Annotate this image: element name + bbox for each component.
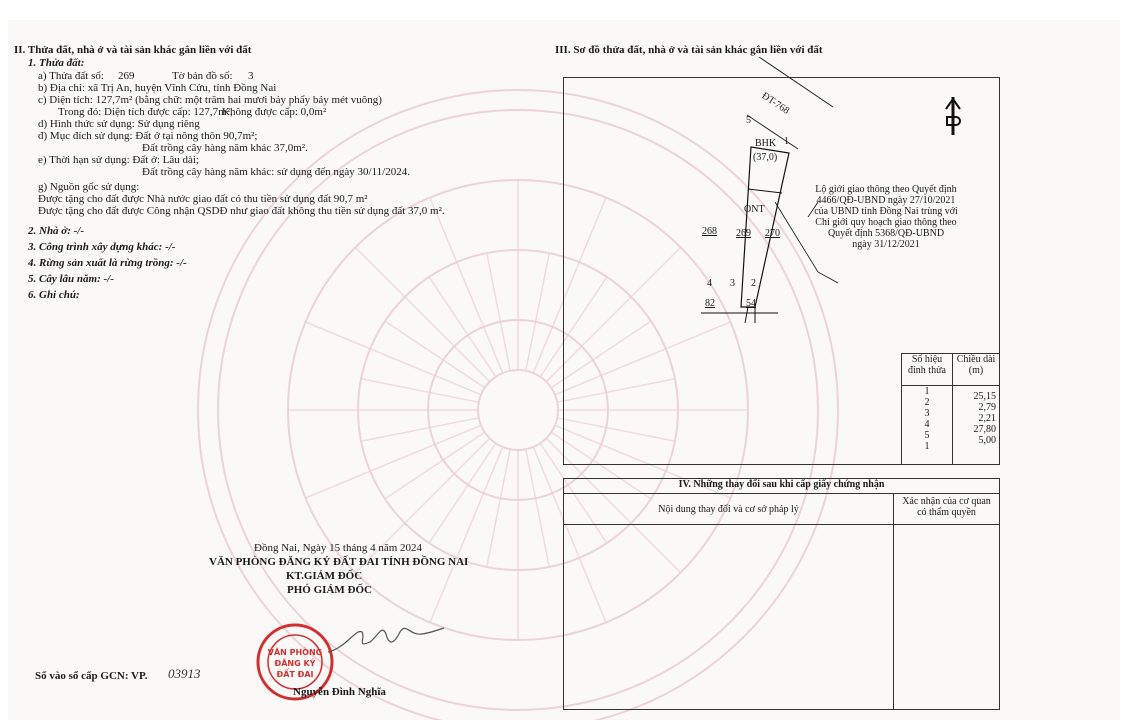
changes-col2-header: Xác nhận của cơ quan có thẩm quyền	[902, 496, 991, 518]
map-sheet-label: Tờ bản đồ số:	[172, 70, 233, 82]
signature-scribble-icon	[326, 618, 446, 658]
rosette-ray	[306, 322, 482, 395]
bhk-label: BHK	[755, 138, 777, 149]
road-note-line-2: 4466/QĐ-UBND ngày 27/10/2021	[816, 195, 956, 206]
road-note-line-3: của UBND tỉnh Đồng Nai trùng với	[814, 206, 958, 217]
duration-line-2: Đất trồng cây hàng năm khác: sử dụng đến ngày 30/11/2024.	[142, 166, 410, 178]
purpose-line-2: Đất trồng cây hàng năm khác 37,0m².	[142, 142, 308, 154]
rosette-ray	[487, 253, 510, 371]
parcel-270: 270	[765, 228, 780, 239]
use-form-line: d) Hình thức sử dụng: Sử dụng riêng	[38, 118, 200, 130]
svg-text:ĐĂNG KÝ: ĐĂNG KÝ	[274, 659, 316, 668]
road-note-line-6: ngày 31/12/2021	[852, 239, 920, 250]
rosette-ray	[306, 425, 482, 498]
area-line: c) Diện tích: 127,7m² (bằng chữ: một trăm hai mươi bảy phẩy bảy mét vuông)	[38, 94, 382, 106]
origin-line-3: Được tặng cho đất được Công nhận QSDĐ như giao đất không thu tiền sử dụng đất 37,0 m².	[38, 205, 445, 217]
origin-line-2: Được tặng cho đất được Nhà nước giao đất có thu tiền sử dụng đất 90,7 m²	[38, 193, 368, 205]
table-length-col	[953, 386, 1000, 465]
vertex-5: 5	[746, 115, 751, 126]
table-vertex: 4	[924, 419, 930, 430]
registry-label: Số vào sổ cấp GCN: VP.	[35, 670, 148, 682]
changes-col1-header-cell	[564, 494, 894, 525]
rosette-ray	[361, 379, 479, 402]
table-length: 27,80	[973, 424, 996, 435]
signer-name: Nguyễn Đình Nghĩa	[293, 686, 386, 698]
registry-number: 03913	[168, 666, 201, 681]
changes-divider	[893, 524, 894, 710]
parcel-label: a) Thửa đất số:	[38, 70, 104, 82]
office-name: VĂN PHÒNG ĐĂNG KÝ ĐẤT ĐAI TỈNH ĐỒNG NAI	[209, 556, 469, 568]
road-note-line-4: Chỉ giới quy hoạch giao thông theo	[815, 217, 957, 228]
table-length: 2,21	[978, 413, 996, 424]
vertex-1: 1	[784, 136, 789, 147]
road-note-line-1: Lộ giới giao thông theo Quyết định	[815, 184, 957, 195]
table-length: 25,15	[973, 391, 996, 402]
parcel-number: 269	[118, 70, 135, 82]
changes-box	[563, 478, 1000, 710]
rosette-ray	[487, 449, 510, 567]
notes-line: 6. Ghi chú:	[28, 289, 80, 301]
area-not-granted: Không được cấp: 0,0m²	[222, 106, 327, 118]
perennial-line: 5. Cây lâu năm: -/-	[28, 273, 114, 285]
map-sheet-number: 3	[248, 70, 254, 82]
ont-label: ONT	[744, 204, 765, 215]
deputy-director: PHÓ GIÁM ĐỐC	[287, 584, 372, 596]
forest-line: 4. Rừng sản xuất là rừng trồng: -/-	[28, 257, 187, 269]
date-line: Đồng Nai, Ngày 15 tháng 4 năm 2024	[254, 542, 423, 554]
section-ii-title: II. Thửa đất, nhà ở và tài sản khác gắn liền với đất	[14, 44, 252, 56]
certificate-page	[8, 20, 1120, 720]
table-vertex: 1	[924, 441, 930, 452]
parcel-82: 82	[705, 298, 715, 309]
duration-line-1: e) Thời hạn sử dụng: Đất ở: Lâu dài;	[38, 154, 199, 166]
table-vertex: 5	[924, 430, 930, 441]
vertex-3: 3	[730, 278, 735, 289]
purpose-line-1: đ) Mục đích sử dụng: Đất ở tại nông thôn 90,7m²;	[38, 130, 258, 142]
parcel-54: 54	[746, 298, 756, 309]
land-heading: 1. Thửa đất:	[28, 57, 85, 69]
changes-col1-header: Nội dung thay đổi và cơ sở pháp lý	[658, 504, 799, 515]
rosette-ray	[355, 247, 489, 381]
rosette-ray	[526, 253, 549, 371]
rosette-ray	[430, 447, 503, 623]
section-iv-title: IV. Những thay đổi sau khi cấp giấy chứng nhận	[564, 479, 999, 494]
parcel-269: 269	[736, 228, 751, 239]
rosette-ray	[361, 418, 479, 441]
table-vertex: 1	[924, 386, 930, 397]
svg-text:ĐẤT ĐAI: ĐẤT ĐAI	[276, 670, 314, 679]
svg-text:VĂN PHÒNG: VĂN PHÒNG	[267, 648, 323, 657]
edge-length-table	[901, 353, 1000, 465]
vertex-2: 2	[751, 278, 756, 289]
vertex-4: 4	[707, 278, 712, 289]
changes-col2-header-cell	[894, 494, 999, 525]
table-vertex: 2	[924, 397, 930, 408]
road-note-line-5: Quyết định 5368/QĐ-UBND	[827, 228, 945, 239]
north-arrow-icon	[946, 97, 960, 135]
table-length: 5,00	[978, 435, 996, 446]
rosette-ray	[526, 449, 549, 567]
rosette-ray	[430, 198, 503, 374]
parcel-268: 268	[702, 226, 717, 237]
road-label: ĐT-768	[759, 90, 792, 117]
house-line: 2. Nhà ở: -/-	[28, 225, 85, 237]
road-note	[796, 184, 976, 250]
table-length: 2,79	[978, 402, 996, 413]
construction-line: 3. Công trình xây dựng khác: -/-	[28, 241, 176, 253]
area-granted: Trong đó: Diện tích được cấp: 127,7m²,	[58, 106, 233, 118]
origin-line-1: g) Nguồn gốc sử dụng:	[38, 181, 140, 193]
table-vertex-col	[902, 386, 953, 465]
section-iii-title: III. Sơ đồ thửa đất, nhà ở và tài sản khác gắn liền với đất	[555, 44, 823, 56]
address-line: b) Địa chỉ: xã Trị An, huyện Vĩnh Cửu, tỉnh Đồng Nai	[38, 82, 277, 94]
table-header-length: Chiều dài (m)	[953, 354, 1000, 386]
table-header-vertex: Số hiệu đỉnh thửa	[902, 354, 953, 386]
kt-director: KT.GIÁM ĐỐC	[286, 570, 363, 582]
bhk-area: (37,0)	[753, 152, 778, 163]
table-vertex: 3	[924, 408, 930, 419]
